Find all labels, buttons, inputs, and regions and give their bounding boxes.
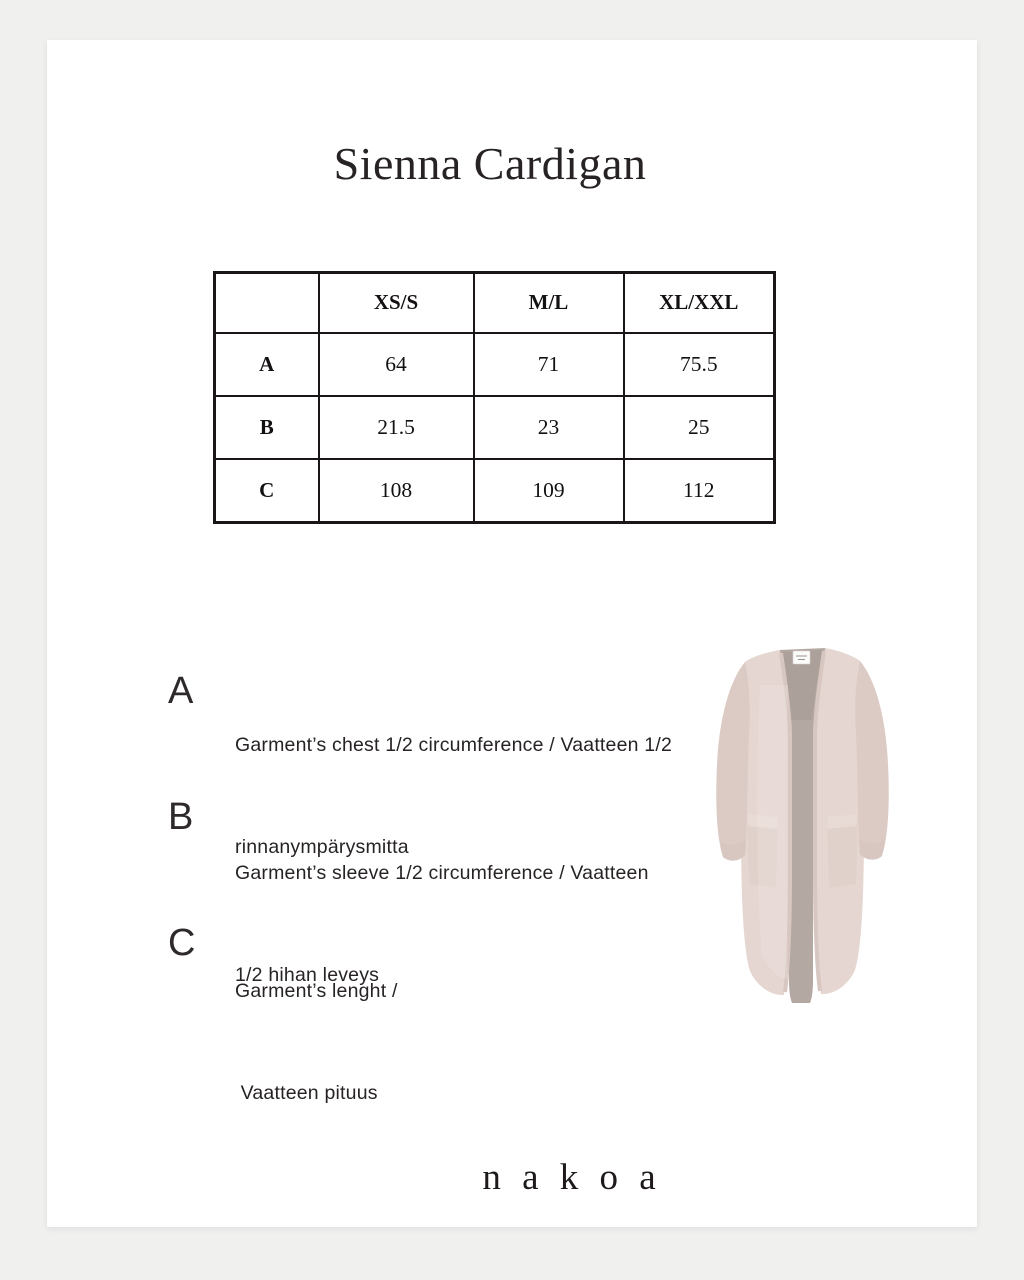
cell-c-xlxxl: 112	[624, 459, 775, 523]
page-title: Sienna Cardigan	[333, 138, 647, 189]
cell-a-ml: 71	[474, 333, 624, 396]
legend-text-a-line2: rinnanympärysmitta	[235, 836, 409, 858]
legend-letter-b: B	[168, 796, 194, 838]
column-header-ml: M/L	[474, 273, 624, 333]
table-corner-cell	[215, 273, 319, 333]
table-row	[215, 333, 775, 396]
legend-letter-c: C	[168, 922, 196, 964]
row-label-b: B	[215, 396, 319, 459]
page-canvas	[47, 40, 977, 1227]
legend-text-c	[235, 906, 398, 1178]
size-table	[213, 271, 776, 524]
column-header-xss: XS/S	[319, 273, 474, 333]
legend-text-a-line1: Garment’s chest 1/2 circumference / Vaatteen 1/2	[235, 734, 673, 756]
legend-text-c-line2: Vaatteen pituus	[235, 1082, 378, 1104]
row-label-c: C	[215, 459, 319, 523]
cardigan-right-sleeve	[855, 661, 889, 860]
product-photo	[700, 625, 980, 1025]
cardigan-left-sleeve	[716, 662, 750, 861]
cell-a-xss: 64	[319, 333, 474, 396]
table-row	[215, 459, 775, 523]
table-row	[215, 396, 775, 459]
column-header-xlxxl: XL/XXL	[624, 273, 775, 333]
legend-item-c	[168, 906, 398, 1178]
brand-logo: n a k o a	[482, 1157, 662, 1198]
legend-letter-a: A	[168, 670, 194, 712]
cell-c-ml: 109	[474, 459, 624, 523]
legend-text-b-line2: 1/2 hihan leveys	[235, 964, 380, 986]
cell-c-xss: 108	[319, 459, 474, 523]
legend-text-c-line1: Garment’s lenght /	[235, 980, 398, 1002]
row-label-a: A	[215, 333, 319, 396]
neck-label	[793, 651, 810, 664]
cell-a-xlxxl: 75.5	[624, 333, 775, 396]
cell-b-xss: 21.5	[319, 396, 474, 459]
cell-b-ml: 23	[474, 396, 624, 459]
legend-text-b-line1: Garment’s sleeve 1/2 circumference / Vaatteen	[235, 862, 649, 884]
cardigan-highlight	[757, 685, 788, 978]
cell-b-xlxxl: 25	[624, 396, 775, 459]
table-header-row	[215, 273, 775, 333]
cardigan-illustration	[700, 625, 980, 1025]
